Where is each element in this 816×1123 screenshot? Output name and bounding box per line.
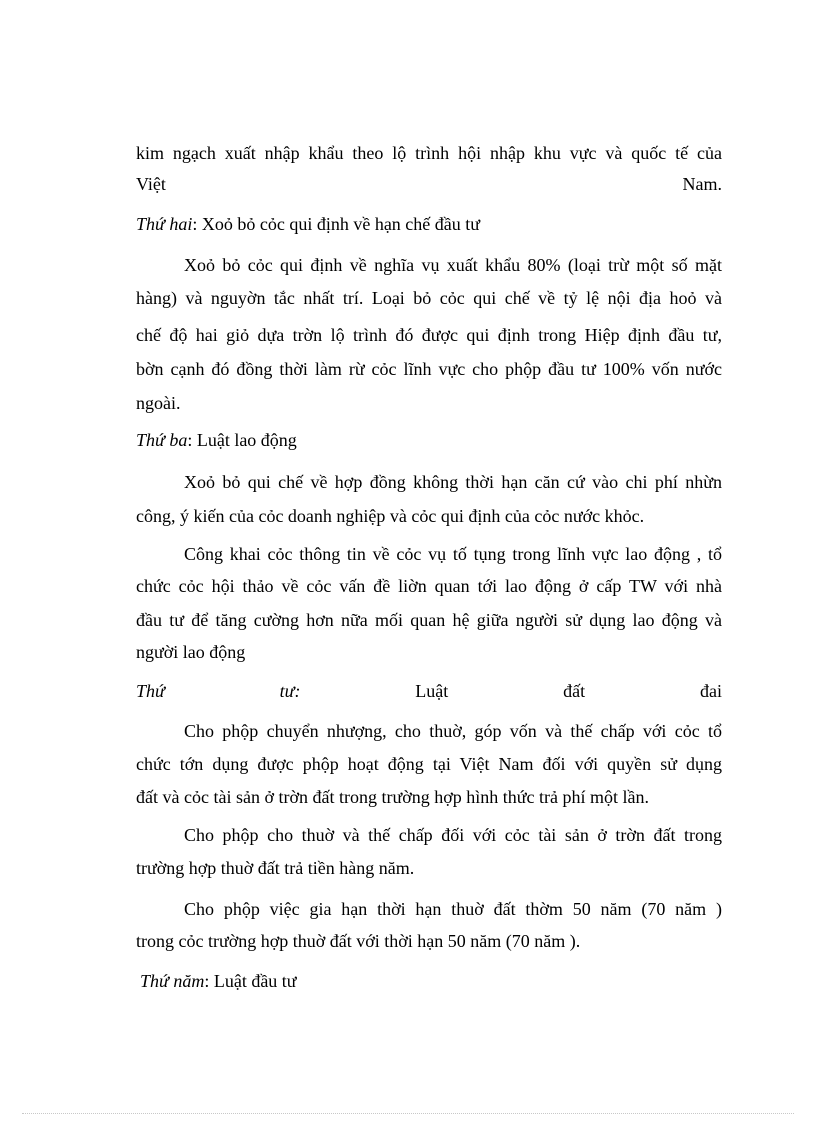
paragraph-line: người lao động: [136, 642, 246, 662]
heading-label: Thứ: [136, 681, 165, 701]
heading-label: Thứ năm: [140, 971, 205, 991]
paragraph-line: công, ý kiến của cỏc doanh nghiệp và cỏc qui định của cỏc nước khỏc.: [136, 506, 645, 526]
paragraph-line: ngoài.: [136, 393, 181, 413]
paragraph-line: trường hợp thuờ đất trả tiền hàng năm.: [136, 858, 415, 878]
paragraph-line: Xoỏ bỏ cỏc qui định về nghĩa vụ xuất khẩu 80% (loại trừ một số mặt: [184, 255, 722, 275]
paragraph-line: chức tớn dụng được phộp hoạt động tại Việt Nam đối với quyền sử dụng: [136, 754, 722, 774]
section-heading-5: [140, 970, 726, 992]
heading-label: Thứ hai: [136, 214, 193, 234]
paragraph-line: trong cỏc trường hợp thuờ đất với thời hạn 50 năm (70 năm ).: [136, 931, 581, 951]
section-heading-4: [136, 680, 722, 702]
paragraph-line: hàng) và nguyờn tắc nhất trí. Loại bỏ cỏc qui chế về tỷ lệ nội địa hoỏ và: [136, 288, 722, 308]
paragraph-line: bờn cạnh đó đồng thời làm rừ cỏc lĩnh vực cho phộp đầu tư 100% vốn nước: [136, 359, 722, 379]
heading-text: : Xoỏ bỏ cỏc qui định về hạn chế đầu tư: [192, 214, 481, 234]
paragraph-line: Cho phộp chuyển nhượng, cho thuờ, góp vốn và thế chấp với cỏc tổ: [184, 721, 722, 741]
heading-label: tư:: [279, 681, 301, 701]
paragraph-line: Xoỏ bỏ qui chế về hợp đồng không thời hạn căn cứ vào chi phí nhừn: [184, 472, 722, 492]
paragraph-line: đầu tư để tăng cường hơn nữa mối quan hệ giữa người sử dụng lao động và: [136, 610, 722, 630]
paragraph-line: Cho phộp cho thuờ và thế chấp đối với cỏc tài sản ở trờn đất trong: [184, 825, 722, 845]
section-heading-3: [136, 429, 722, 451]
heading-label: Thứ ba: [136, 430, 188, 450]
paragraph-line: kim ngạch xuất nhập khẩu theo lộ trình hội nhập khu vực và quốc tế của: [136, 143, 722, 163]
paragraph-line: đất và cỏc tài sản ở trờn đất trong trường hợp hình thức trả phí một lần.: [136, 787, 649, 807]
word: Nam.: [682, 174, 722, 194]
section-heading-2: [136, 213, 722, 235]
heading-word: Luật: [415, 681, 449, 701]
heading-word: đất: [563, 681, 586, 701]
page-border-divider: [22, 1113, 794, 1114]
heading-text: : Luật đầu tư: [204, 971, 297, 991]
paragraph-line: chức cỏc hội thảo về cỏc vấn đề liờn quan tới lao động ở cấp TW với nhà: [136, 576, 722, 596]
heading-text: : Luật lao động: [187, 430, 297, 450]
paragraph-line: [136, 173, 722, 195]
heading-word: đai: [699, 681, 722, 701]
paragraph-line: Cho phộp việc gia hạn thời hạn thuờ đất thờm 50 năm (70 năm ): [184, 899, 722, 919]
word: Việt: [136, 174, 166, 194]
paragraph-line: Công khai cỏc thông tin về cỏc vụ tố tụng trong lĩnh vực lao động , tổ: [184, 544, 722, 564]
paragraph-line: chế độ hai giỏ dựa trờn lộ trình đó được qui định trong Hiệp định đầu tư,: [136, 325, 722, 345]
